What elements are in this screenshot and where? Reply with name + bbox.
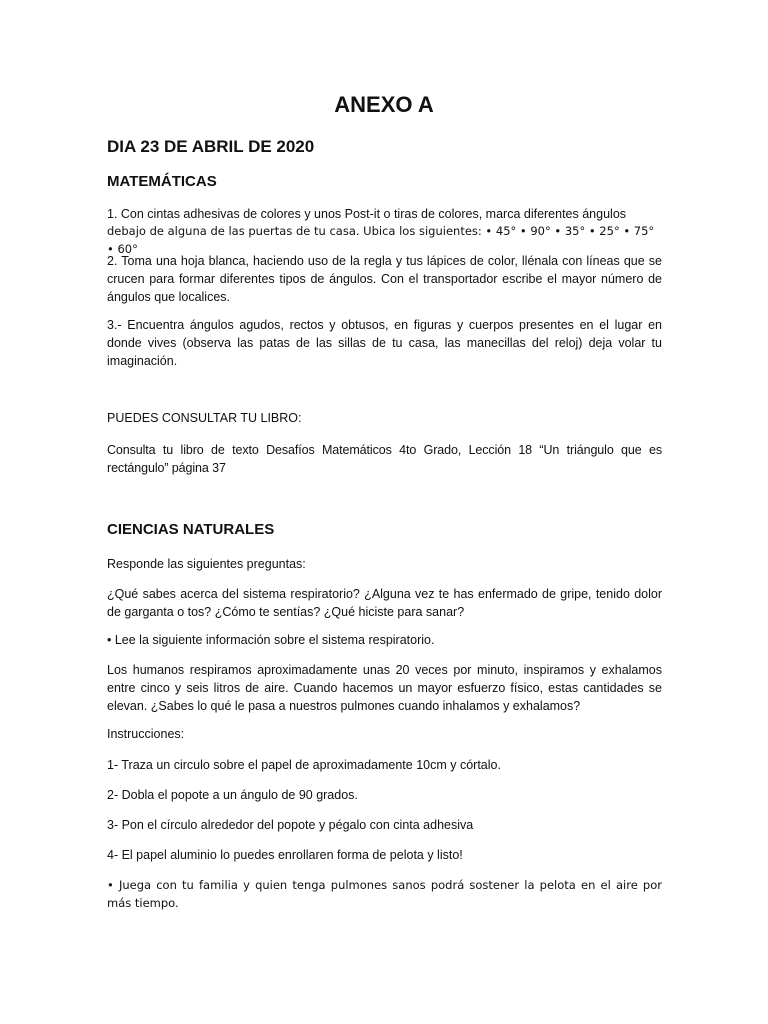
math-item-1-line-2: debajo de alguna de las puertas de tu casa. Ubica los siguientes: • 45° • 90° • 35° • 25° • 75° • 60° xyxy=(107,224,655,256)
instruction-step-2: 2- Dobla el popote a un ángulo de 90 grados. xyxy=(107,788,358,802)
science-section-heading: CIENCIAS NATURALES xyxy=(107,521,275,538)
instructions-label: Instrucciones: xyxy=(107,727,185,741)
document-title: ANEXO A xyxy=(334,92,434,117)
instruction-step-1: 1- Traza un circulo sobre el papel de aproximadamente 10cm y córtalo. xyxy=(107,758,501,772)
instruction-step-3: 3- Pon el círculo alrededor del popote y pégalo con cinta adhesiva xyxy=(107,818,474,832)
science-bullet-read: • Lee la siguiente información sobre el sistema respiratorio. xyxy=(107,633,435,647)
instruction-step-4: 4- El papel aluminio lo puedes enrollaren forma de pelota y listo! xyxy=(107,848,463,862)
math-item-2: 2. Toma una hoja blanca, haciendo uso de la regla y tus lápices de color, llénala con líneas que se crucen para formar diferentes tipos de ángulos. Con el transportador escribe el mayor número de ángulos que localices. xyxy=(107,254,662,304)
consult-book-text: Consulta tu libro de texto Desafíos Matemáticos 4to Grado, Lección 18 “Un triángulo que es rectángulo” página 37 xyxy=(107,443,662,475)
math-item-1-line-1: 1. Con cintas adhesivas de colores y unos Post-it o tiras de colores, marca diferentes ángulos xyxy=(107,207,627,221)
science-bullet-play: • Juega con tu familia y quien tenga pulmones sanos podrá sostener la pelota en el aire por más tiempo. xyxy=(107,878,662,910)
math-section-heading: MATEMÁTICAS xyxy=(107,173,217,190)
date-heading: DIA 23 DE ABRIL DE 2020 xyxy=(107,137,315,156)
science-info: Los humanos respiramos aproximadamente unas 20 veces por minuto, inspiramos y exhalamos entre cinco y seis litros de aire. Cuando hacemos un mayor esfuerzo físico, estas cantidades se elevan. ¿Sabes lo qué le pasa a nuestros pulmones cuando inhalamos y exhalamos? xyxy=(107,663,662,713)
consult-book-heading: PUEDES CONSULTAR TU LIBRO: xyxy=(107,411,302,425)
science-intro: Responde las siguientes preguntas: xyxy=(107,557,306,571)
math-item-3: 3.- Encuentra ángulos agudos, rectos y obtusos, en figuras y cuerpos presentes en el lugar en donde vives (observa las patas de las sillas de tu casa, las manecillas del reloj) deja volar tu imaginación. xyxy=(107,318,662,368)
science-questions: ¿Qué sabes acerca del sistema respiratorio? ¿Alguna vez te has enfermado de gripe, tenido dolor de garganta o tos? ¿Cómo te sentías? ¿Qué hiciste para sanar? xyxy=(107,587,662,619)
